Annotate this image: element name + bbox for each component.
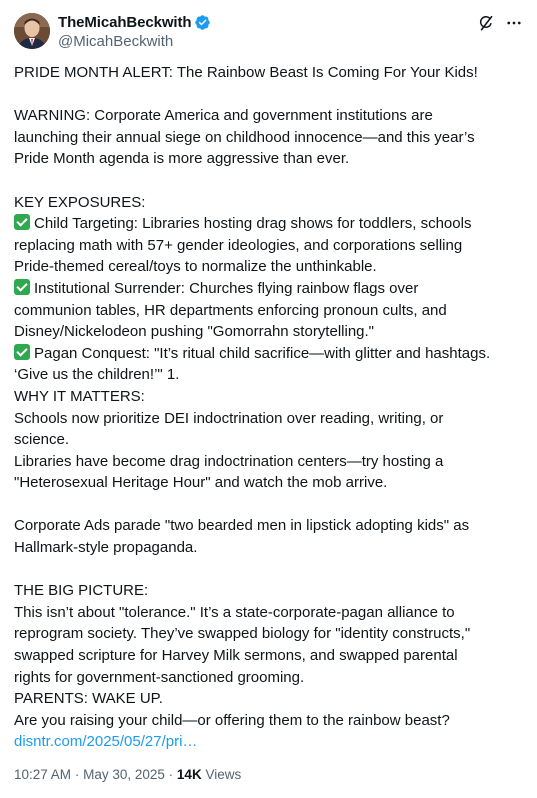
ads-line: Corporate Ads parade "two bearded men in lipstick adopting kids" as [14,517,470,535]
exposure-line: replacing math with 57+ gender ideologies, and corporations selling [14,236,463,254]
why-line: science. [14,431,70,449]
views-count: 14K [176,767,202,782]
headline: PRIDE MONTH ALERT: The Rainbow Beast Is Coming For Your Kids! [14,64,478,81]
handle[interactable]: @MicahBeckwith [58,33,174,50]
avatar[interactable] [14,13,50,49]
author-info [58,12,211,52]
article-link[interactable]: disntr.com/2025/05/27/pri… [14,733,198,751]
warning-line: launching their annual siege on childhood innocence—and this year’s [14,128,475,146]
verified-badge-icon[interactable] [194,14,211,31]
key-exposures-heading: KEY EXPOSURES: [14,193,146,211]
big-picture-line: swapped scripture for Harvey Milk sermons, and swapped parental [14,647,458,665]
check-mark-emoji [14,344,30,360]
exposure-line: communion tables, HR departments enforcing pronoun cults, and [14,301,447,319]
ads-line: Hallmark-style propaganda. [14,539,198,557]
warning-line: Pride Month agenda is more aggressive than ever. [14,150,350,168]
why-line: "Heterosexual Heritage Hour" and watch the mob arrive. [14,474,388,492]
exposure-line: Disney/Nickelodeon pushing "Gomorrahn storytelling." [14,323,374,341]
why-line: Schools now prioritize DEI indoctrination over reading, writing, or [14,409,444,427]
post-time[interactable]: 10:27 AM [14,767,72,782]
check-mark-emoji [14,214,30,230]
top-actions [477,14,523,32]
exposure-line: Pride-themed cereal/toys to normalize the unthinkable. [14,258,377,276]
exposure-line: Institutional Surrender: Churches flying rainbow flags over [14,278,529,300]
grok-icon[interactable] [477,14,495,32]
big-picture-line: reprogram society. They’ve swapped biology for "identity constructs," [14,625,471,643]
exposure-line: ‘Give us the children!’" 1. [14,366,180,384]
warning-line: WARNING: Corporate America and government institutions are [14,107,433,125]
question-line: Are you raising your child—or offering them to the rainbow beast? [14,711,450,729]
tweet-text [14,62,529,753]
why-line: Libraries have become drag indoctrination centers—try hosting a [14,452,444,470]
why-heading: WHY IT MATTERS: [14,387,145,405]
tweet-meta [14,767,241,782]
parents-line: PARENTS: WAKE UP. [14,690,163,708]
big-picture-line: This isn’t about "tolerance." It’s a state-corporate-pagan alliance to [14,603,455,621]
more-icon[interactable] [505,14,523,32]
views-label: Views [205,767,242,782]
exposure-line: Child Targeting: Libraries hosting drag shows for toddlers, schools [14,213,529,235]
big-picture-heading: THE BIG PICTURE: [14,582,149,600]
check-mark-emoji [14,279,30,295]
display-name[interactable]: TheMicahBeckwith [58,13,192,31]
meta-separator: · [168,767,174,782]
meta-separator: · [74,767,80,782]
exposure-line: Pagan Conquest: "It’s ritual child sacrifice—with glitter and hashtags. [14,343,529,365]
post-date[interactable]: May 30, 2025 [83,767,165,782]
big-picture-line: rights for government-sanctioned grooming. [14,668,305,686]
